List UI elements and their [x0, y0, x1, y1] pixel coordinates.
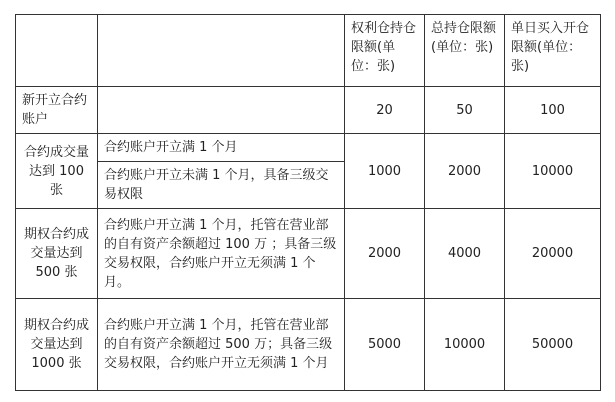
header-cell-tier: [16, 15, 98, 87]
tier-label: 合约成交量达到 100 张: [16, 134, 98, 209]
table-row: [16, 134, 601, 162]
tier-label: 期权合约成交量达到 1000 张: [16, 299, 98, 391]
condition-cell: [98, 87, 345, 134]
rights-limit-value: 1000: [345, 134, 425, 209]
table-row: [16, 299, 601, 391]
header-rights-limit: 权利仓持仓限额(单位：张): [345, 15, 425, 87]
tier-label: 期权合约成交量达到 500 张: [16, 209, 98, 299]
position-limit-table-container: [15, 14, 601, 391]
total-limit-value: 50: [425, 87, 505, 134]
rights-limit-value: 2000: [345, 209, 425, 299]
header-total-limit: 总持仓限额(单位：张): [425, 15, 505, 87]
header-cell-condition: [98, 15, 345, 87]
total-limit-value: 10000: [425, 299, 505, 391]
condition-cell: 合约账户开立满 1 个月，托管在营业部的自有资产余额超过 100 万 ；具备三级交易权限，合约账户开立无须满 1 个月。: [98, 209, 345, 299]
daily-limit-value: 20000: [505, 209, 601, 299]
condition-cell: 合约账户开立满 1 个月: [98, 134, 345, 162]
total-limit-value: 4000: [425, 209, 505, 299]
condition-cell: 合约账户开立未满 1 个月，具备三级交易权限: [98, 162, 345, 209]
daily-limit-value: 100: [505, 87, 601, 134]
total-limit-value: 2000: [425, 134, 505, 209]
rights-limit-value: 5000: [345, 299, 425, 391]
tier-label: 新开立合约账户: [16, 87, 98, 134]
position-limit-table: [15, 14, 601, 391]
header-daily-limit: 单日买入开仓限额(单位：张): [505, 15, 601, 87]
daily-limit-value: 50000: [505, 299, 601, 391]
table-header-row: [16, 15, 601, 87]
table-row: [16, 87, 601, 134]
table-row: [16, 209, 601, 299]
condition-cell: 合约账户开立满 1 个月，托管在营业部的自有资产余额超过 500 万；具备三级交易权限，合约账户开立无须满 1 个月: [98, 299, 345, 391]
rights-limit-value: 20: [345, 87, 425, 134]
daily-limit-value: 10000: [505, 134, 601, 209]
